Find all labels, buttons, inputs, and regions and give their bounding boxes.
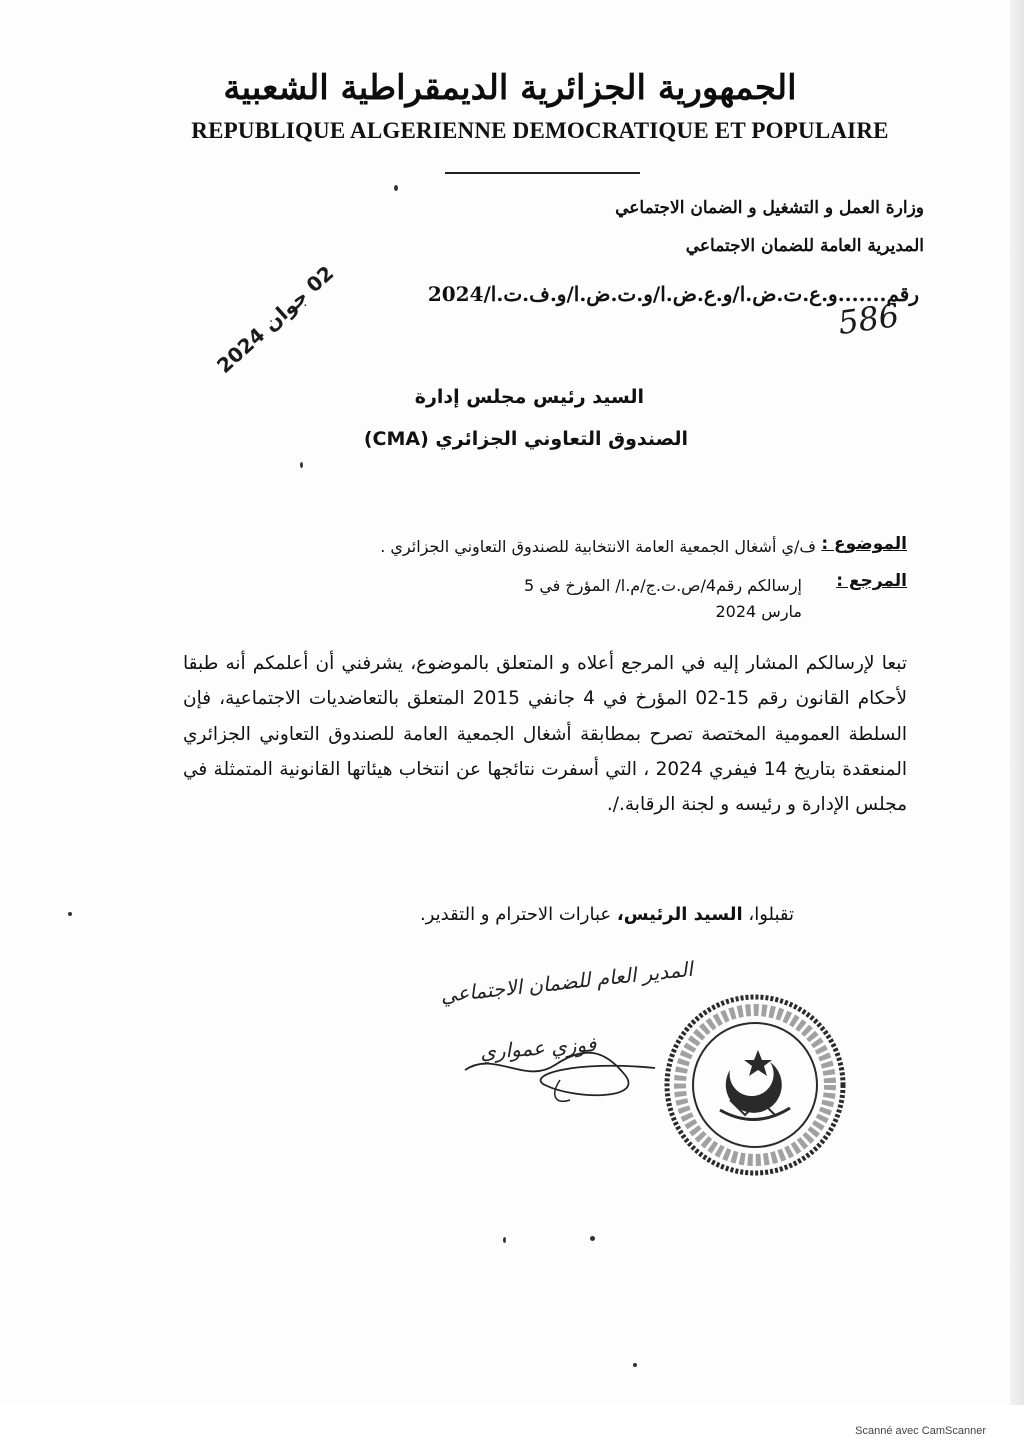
subject-label: الموضوع :	[821, 534, 907, 554]
official-seal-icon	[660, 990, 850, 1180]
ministry-name: وزارة العمل و التشغيل و الضمان الاجتماعي	[615, 198, 924, 218]
handwritten-number: 586	[835, 295, 902, 343]
addressee-line-2: الصندوق التعاوني الجزائري (CMA)	[363, 428, 688, 450]
ink-speck	[503, 1237, 506, 1243]
directorate-name: المديرية العامة للضمان الاجتماعي	[685, 236, 924, 256]
signature-scribble	[455, 1040, 675, 1110]
ink-speck	[394, 185, 398, 191]
scanner-watermark: Scanné avec CamScanner	[855, 1425, 986, 1437]
closing-part-1: تقبلوا،	[742, 904, 794, 925]
french-republic-title: REPUBLIQUE ALGERIENNE DEMOCRATIQUE ET POPULAIRE	[191, 118, 889, 143]
reference-text: إرسالكم رقم4/ص.ت.ج/م.ا/ المؤرخ في 5 مارس 2024	[524, 576, 802, 621]
signatory-name: فوزي عمواري	[479, 1031, 597, 1065]
date-stamp: 02 جوان 2024	[212, 260, 339, 378]
arabic-republic-title: الجمهورية الجزائرية الديمقراطية الشعبية	[223, 68, 797, 108]
reference-number: رقم.......و.ع.ت.ض.ا/و.ع.ض.ا/و.ت.ض.ا/و.ف.ت.ا/2024	[427, 282, 919, 306]
closing-formula	[420, 904, 794, 925]
header-divider	[445, 172, 640, 174]
ink-speck	[68, 912, 72, 916]
ink-speck	[300, 462, 303, 468]
addressee-line-1: السيد رئيس مجلس إدارة	[414, 386, 644, 408]
closing-part-2: عبارات الاحترام و التقدير.	[419, 904, 617, 925]
ink-speck	[633, 1363, 637, 1367]
letter-body: تبعا لإرسالكم المشار إليه في المرجع أعلاه و المتعلق بالموضوع، يشرفني أن أعلمكم أنه طبقا لأحكام القانون رقم 15-02 المؤرخ في 4 جانفي 2015 المتعلق بالتعاضديات الاجتماعية، فإن السلطة العمومية المختصة تصرح بمطابقة أشغال الجمعية العامة للصندوق التعاوني الجزائري المنعقدة بتاريخ 14 فيفري 2024 ، التي أسفرت نتائجها عن انتخاب هيئاتها القانونية المتمثلة في مجلس الإدارة و رئيسه و لجنة الرقابة./.	[183, 653, 907, 816]
subject-text: ف/ي أشغال الجمعية العامة الانتخابية للصندوق التعاوني الجزائري .	[380, 537, 816, 556]
closing-title: السيد الرئيس،	[616, 904, 743, 925]
reference-label: المرجع :	[836, 571, 907, 591]
ink-speck	[590, 1236, 595, 1241]
signatory-title: المدير العام للضمان الاجتماعي	[439, 956, 694, 1008]
page-edge-shadow	[1010, 0, 1024, 1405]
